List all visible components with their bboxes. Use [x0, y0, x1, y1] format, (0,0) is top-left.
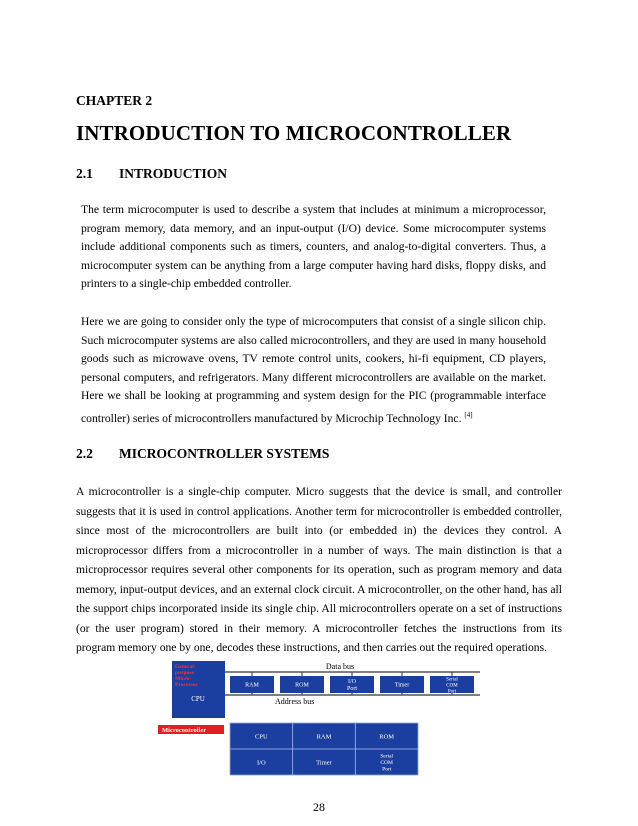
paragraph-systems: A microcontroller is a single-chip computer. Micro suggests that the device is small, and controller suggests that it is used in control applications. Another term for microcontroller is embedded controller, since most of the microcontrollers are built into (or embedded in) the devices they control. A microprocessor differs from a microcontroller in a number of ways. The main distinction is that a microprocessor requires several other components for its operation, such as program memory and data memory, input-output devices, and an external clock circuit. A microcontroller, on the other hand, has all the support chips incorporated inside its single chip. All microcontrollers operate on a set of instructions (or the user program) stored in their memory. A microcontroller fetches the instructions from its program memory one by one, decodes these instructions, and then carries out the required operations.	[76, 485, 562, 654]
microcontroller-cell-label: RAM	[316, 733, 332, 741]
cpu-desc-line-2: purpose	[175, 670, 194, 676]
chapter-title: INTRODUCTION TO MICROCONTROLLER	[76, 121, 512, 145]
peripheral-block-label: Port	[346, 686, 358, 693]
peripheral-block-label: Port	[447, 689, 457, 695]
peripheral-block-label: COM	[446, 683, 458, 689]
microcontroller-cell-label: CPU	[255, 733, 268, 741]
microcontroller-cell-label: ROM	[379, 733, 395, 741]
microcontroller-cell-label: I/O	[256, 759, 266, 767]
microcontroller-label: Microcontroller	[162, 727, 207, 734]
section-title: INTRODUCTION	[119, 166, 228, 181]
section-number: 2.1	[76, 166, 93, 181]
page-number: 28	[313, 800, 325, 814]
microcontroller-cell-label: Serial	[380, 753, 394, 760]
address-bus-label: Address bus	[275, 697, 315, 706]
data-bus-label: Data bus	[325, 662, 355, 671]
section-title: MICROCONTROLLER SYSTEMS	[119, 446, 330, 461]
peripheral-block-label: Serial	[446, 677, 458, 683]
peripheral-blocks	[230, 672, 474, 695]
cpu-desc-line-3: Micro-	[175, 676, 192, 682]
microcontroller-cell-label: Timer	[316, 759, 332, 767]
cpu-desc-line-1: General-	[175, 664, 196, 670]
paragraph-intro-2	[81, 313, 546, 428]
section-number: 2.2	[76, 446, 93, 461]
paragraph-intro-1: The term microcomputer is used to describe a system that includes at minimum a microprocessor, program memory, data memory, and an input-output (I/O) device. Some microcomputer systems include additional components such as timers, counters, and analog-to-digital converters. Thus, a microcomputer system can be anything from a large computer having hard disks, floppy disks, and printers to a single-chip embedded controller.	[81, 203, 546, 290]
peripheral-block-label: Timer	[394, 682, 410, 689]
chapter-label: CHAPTER 2	[76, 93, 153, 108]
cpu-desc-line-4: Processor	[175, 682, 198, 688]
microcontroller-cell-label: COM	[380, 759, 393, 766]
cpu-label: CPU	[191, 695, 205, 703]
peripheral-block-label: RAM	[245, 682, 259, 689]
citation-ref: [4]	[464, 410, 473, 419]
paragraph-intro-2-text: Here we are going to consider only the type of microcomputers that consist of a single silicon chip. Such microcomputer systems are also called microcontrollers, and they are used in many household goods such as microwave ovens, TV remote control units, cookers, hi-fi equipment, CD players, personal computers, and refrigerators. Many different microcontrollers are available on the market. Here we shall be looking at programming and system design for the PIC (programmable interface controller) series of microcontrollers manufactured by Microchip Technology Inc.	[81, 315, 546, 425]
microcontroller-cell-label: Port	[382, 766, 392, 773]
microcontroller-figure	[150, 658, 490, 776]
peripheral-block-label: I/O	[348, 679, 356, 686]
peripheral-block-label: ROM	[295, 682, 309, 689]
